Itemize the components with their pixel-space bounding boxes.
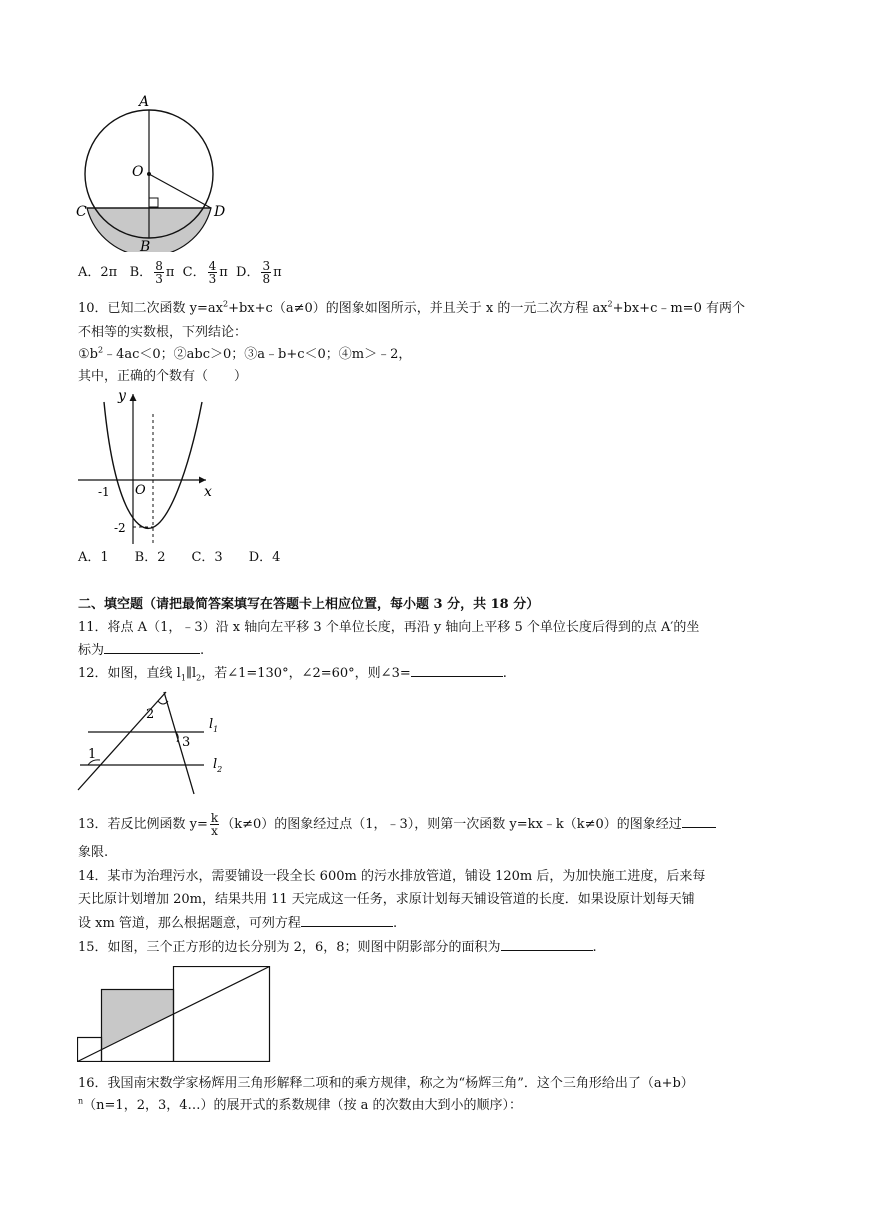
q10-text-c: +bx+c﹣m=0 有两个	[612, 301, 745, 316]
q12-parallel-lines-figure	[76, 690, 236, 800]
q13-line1	[78, 811, 716, 839]
sup: 2	[97, 345, 104, 355]
frac-den: 8	[262, 272, 271, 286]
label-d: D	[214, 204, 226, 220]
pi: π	[273, 265, 282, 280]
q9-option-a-label: A．	[78, 265, 101, 280]
q16-line1: 16．我国南宋数学家杨辉用三角形解释二项和的乘方规律，称之为“杨辉三角”．这个三角形给出了（a+b）	[78, 1076, 694, 1091]
q12-line	[78, 664, 507, 683]
q14-line3	[78, 914, 397, 933]
q9-options	[78, 258, 282, 288]
q9-option-a: 2π	[100, 265, 118, 280]
sup: 2	[223, 299, 229, 309]
q9-option-b-fraction	[154, 260, 164, 285]
pi: π	[219, 265, 228, 280]
q13-line2: 象限.	[78, 845, 109, 860]
q11-line2	[78, 641, 204, 660]
q10-line2: 不相等的实数根，下列结论：	[78, 325, 248, 340]
frac-den: 3	[155, 272, 163, 286]
q10-text: ①b	[78, 347, 98, 362]
q10-line4: 其中，正确的个数有（ ）	[78, 369, 248, 384]
q16-text: （n=1，2，3，4…）的展开式的系数规律（按 a 的次数由大到小的顺序）：	[83, 1098, 523, 1113]
sub: 1	[180, 673, 186, 683]
frac-num: 4	[208, 259, 217, 273]
q9-option-d-label: D．	[236, 265, 260, 280]
q10-line3	[78, 346, 411, 364]
q11-line1: 11．将点 A（1，﹣3）沿 x 轴向左平移 3 个单位长度，再沿 y 轴向上平移 5 个单位长度后得到的点 A′的坐	[78, 620, 700, 635]
q15-text: 15．如图，三个正方形的边长分别为 2，6，8；则图中阴影部分的面积为	[78, 940, 501, 955]
label-l1: $l_1$	[209, 717, 219, 734]
q13-answer-blank[interactable]	[682, 815, 716, 828]
q15-line	[78, 938, 597, 957]
label-b: B	[140, 239, 151, 252]
square-small	[78, 1038, 102, 1062]
q11-text: 标为	[78, 643, 105, 658]
label-2: 2	[146, 707, 155, 722]
q9-circle-figure	[76, 92, 226, 252]
label-3: 3	[182, 735, 191, 750]
section-heading: 二、填空题（请把最简答案填写在答题卡上相应位置，每小题 3 分，共 18 分）	[78, 597, 540, 612]
q14-line2: 天比原计划增加 20m，结果共用 11 天完成这一任务，求原计划每天铺设管道的长度．如果设原计划每天铺	[78, 892, 695, 907]
label-x: x	[204, 484, 212, 500]
label-c: C	[76, 204, 87, 220]
q9-option-d-fraction	[261, 260, 271, 285]
q12-end: .	[502, 666, 507, 681]
q13-text: （k≠0）的图象经过点（1，﹣3），则第一次函数 y=kx﹣k（k≠0）的图象经过	[221, 817, 682, 832]
sup: n	[78, 1096, 84, 1106]
q14-answer-blank[interactable]	[301, 914, 393, 927]
square-large	[174, 967, 270, 1062]
q12-text: ∥l	[185, 666, 197, 681]
frac-num: 3	[262, 259, 271, 273]
q15-answer-blank[interactable]	[501, 938, 593, 951]
label-y: y	[118, 388, 126, 404]
q13-fraction	[210, 812, 219, 837]
frac-num: k	[210, 811, 219, 825]
label-a: A	[139, 94, 150, 110]
q14-text: 设 xm 管道，那么根据题意，可列方程	[78, 916, 301, 931]
q12-answer-blank[interactable]	[411, 664, 503, 677]
q10-options: A．1 B．2 C．3 D．4	[78, 550, 281, 565]
label-o: O	[132, 164, 144, 180]
label-origin: O	[135, 483, 146, 498]
frac-num: 8	[155, 259, 163, 273]
q16-line2	[78, 1097, 522, 1115]
q13-text: 13．若反比例函数 y=	[78, 817, 208, 832]
q10-line1	[78, 300, 745, 318]
label-1: 1	[88, 747, 97, 762]
q14-end: .	[392, 916, 398, 931]
q15-squares-figure	[77, 966, 273, 1062]
q9-option-c-label: C．	[182, 265, 206, 280]
q11-answer-blank[interactable]	[104, 641, 200, 654]
label-neg2: -2	[114, 521, 126, 535]
q10-parabola-figure	[76, 384, 221, 549]
q11-end: .	[200, 643, 205, 658]
frac-den: x	[211, 824, 218, 838]
right-angle-mark	[149, 198, 158, 207]
q12-text: 12．如图，直线 l	[78, 666, 181, 681]
q10-text-a: 10．已知二次函数 y=ax	[78, 301, 223, 316]
label-l2: $l_2$	[213, 757, 223, 774]
pi: π	[165, 265, 175, 280]
q9-option-b-label: B．	[129, 265, 153, 280]
q12-text: ，若∠1=130°，∠2=60°，则∠3=	[201, 666, 411, 681]
center-point	[147, 172, 151, 176]
sup: 2	[607, 299, 613, 309]
q14-line1: 14．某市为治理污水，需要铺设一段全长 600m 的污水排放管道，铺设 120m 后，为加快施工进度，后来每	[78, 869, 706, 884]
frac-den: 3	[208, 272, 217, 286]
q10-text: ﹣4ac＜0；②abc＞0；③a﹣b+c＜0；④m＞﹣2，	[103, 347, 412, 362]
q9-option-c-fraction	[208, 260, 218, 285]
label-neg1: -1	[98, 485, 110, 499]
q10-text-b: +bx+c（a≠0）的图象如图所示，并且关于 x 的一元二次方程 ax	[228, 301, 608, 316]
sub: 2	[196, 673, 202, 683]
q15-end: .	[592, 940, 597, 955]
